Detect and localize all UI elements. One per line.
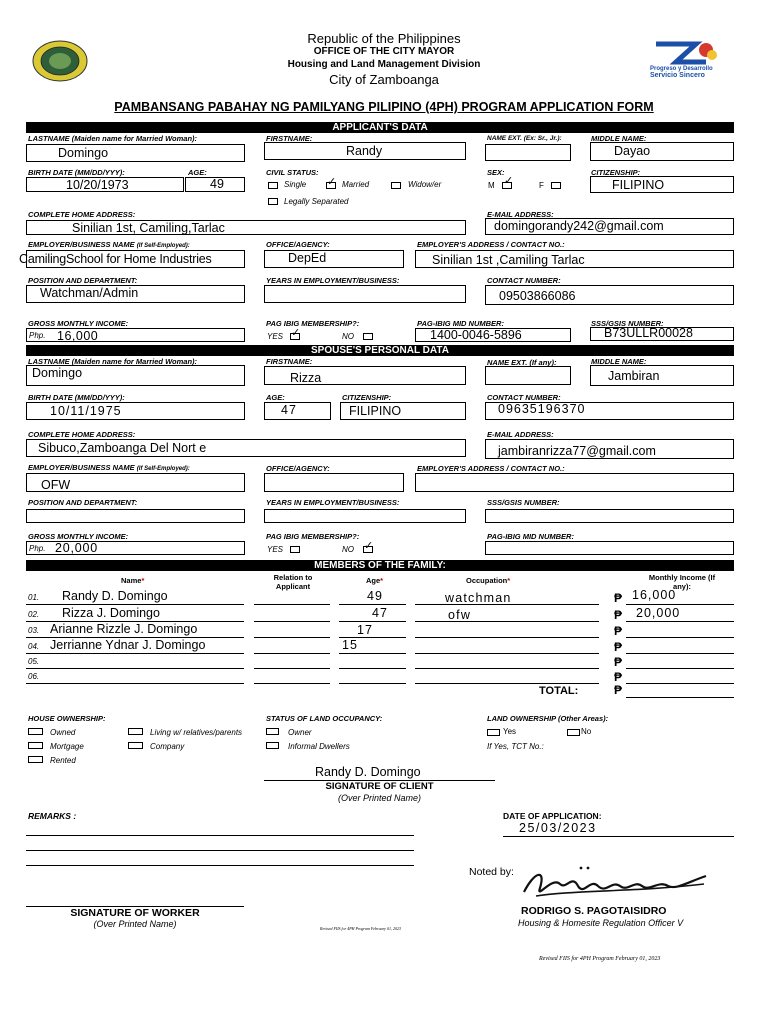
family-member-name: Rizza J. Domingo xyxy=(62,606,160,620)
family-member-income: 16,000 xyxy=(632,588,677,602)
family-age-line[interactable] xyxy=(339,668,406,669)
label-sex: SEX: xyxy=(487,168,505,177)
land-ownership-no-checkbox[interactable] xyxy=(567,729,580,736)
applicant-employer-address-value: Sinilian 1st ,Camiling Tarlac xyxy=(432,253,585,267)
label-years-employment: YEARS IN EMPLOYMENT/BUSINESS: xyxy=(266,276,400,285)
applicant-pagibig-yes-label: YES xyxy=(267,332,284,341)
spouse-address-value: Sibuco,Zamboanga Del Nort e xyxy=(38,441,207,455)
label-citizenship: CITIZENSHIP: xyxy=(591,168,641,177)
label-gross-income: GROSS MONTHLY INCOME: xyxy=(28,319,129,328)
civil-married-label: Married xyxy=(342,180,370,189)
label-spouse-citizenship: CITIZENSHIP: xyxy=(342,393,392,402)
spouse-name-ext-field[interactable] xyxy=(485,366,571,385)
family-occupation-line[interactable] xyxy=(415,604,599,605)
land-ownership-yes-label: Yes xyxy=(503,727,517,736)
spouse-lastname-value: Domingo xyxy=(32,366,83,380)
sex-female-checkbox[interactable] xyxy=(551,182,561,189)
remarks-line-2[interactable] xyxy=(26,850,414,851)
family-member-age: 49 xyxy=(367,589,383,603)
civil-single-label: Single xyxy=(284,180,307,189)
family-member-income: 20,000 xyxy=(636,606,681,620)
house-rented-checkbox[interactable] xyxy=(28,756,43,763)
house-company-checkbox[interactable] xyxy=(128,742,143,749)
family-occupation-line[interactable] xyxy=(415,621,599,622)
section-applicant-bar: APPLICANT'S DATA xyxy=(26,122,734,133)
family-age-line[interactable] xyxy=(339,653,406,654)
applicant-address-value: Sinilian 1st, Camiling,Tarlac xyxy=(72,221,225,235)
label-sss-gsis: SSS/GSIS NUMBER: xyxy=(591,319,664,328)
civil-separated-checkbox[interactable] xyxy=(268,198,278,205)
spouse-income-value: 20,000 xyxy=(55,541,99,555)
civil-single-checkbox[interactable] xyxy=(268,182,278,189)
label-remarks: REMARKS : xyxy=(28,811,77,821)
applicant-pagibig-no-label: NO xyxy=(342,332,354,341)
applicant-sss-value: B73ULLR00028 xyxy=(604,326,693,340)
family-row-number: 03. xyxy=(28,626,40,635)
header-office: OFFICE OF THE CITY MAYOR xyxy=(313,46,455,57)
family-member-age: 15 xyxy=(342,638,358,652)
house-mortgage-checkbox[interactable] xyxy=(28,742,43,749)
civil-widow-checkbox[interactable] xyxy=(391,182,401,189)
spouse-middle-name-value: Jambiran xyxy=(608,369,660,383)
spouse-office-field[interactable] xyxy=(264,473,404,492)
applicant-firstname-value: Randy xyxy=(346,144,383,158)
label-land-ownership: LAND OWNERSHIP (Other Areas): xyxy=(487,714,609,723)
label-lastname: LASTNAME (Maiden name for Married Woman): xyxy=(28,134,198,143)
revised-note-footer: Revised FIIS for 4PH Program February 01, 2023 xyxy=(539,956,661,962)
family-row-number: 06. xyxy=(28,672,40,681)
client-printed-name: Randy D. Domingo xyxy=(315,765,421,779)
label-spouse-office: OFFICE/AGENCY: xyxy=(266,464,330,473)
land-informal-label: Informal Dwellers xyxy=(288,742,350,751)
label-spouse-lastname: LASTNAME (Maiden name for Married Woman): xyxy=(28,357,198,366)
officer-signature-image xyxy=(516,862,716,908)
applicant-pagibig-mid-value: 1400-0046-5896 xyxy=(430,328,522,342)
label-spouse-employer-address: EMPLOYER'S ADDRESS / CONTACT NO.: xyxy=(417,464,565,473)
label-land-occupancy: STATUS OF LAND OCCUPANCY: xyxy=(266,714,383,723)
header-republic: Republic of the Philippines xyxy=(307,31,461,46)
applicant-office-field[interactable] xyxy=(264,250,404,268)
spouse-employer-address-field[interactable] xyxy=(415,473,734,492)
family-income-line[interactable] xyxy=(626,621,734,622)
revised-note-small: Revised FIIS for 4PH Program February 01, 2023 xyxy=(320,926,401,931)
family-member-name: Randy D. Domingo xyxy=(62,589,168,603)
family-member-age: 17 xyxy=(357,623,373,637)
house-owned-label: Owned xyxy=(50,728,76,737)
applicant-office-value: DepEd xyxy=(288,251,327,265)
family-row-number: 02. xyxy=(28,610,40,619)
label-spouse-years: YEARS IN EMPLOYMENT/BUSINESS: xyxy=(266,498,400,507)
officer-name: RODRIGO S. PAGOTAISIDRO xyxy=(521,905,667,917)
label-spouse-email: E-MAIL ADDRESS: xyxy=(487,430,554,439)
spouse-income-php: Php. xyxy=(29,544,46,553)
family-income-line[interactable] xyxy=(626,683,734,684)
label-email: E-MAIL ADDRESS: xyxy=(487,210,554,219)
family-total-line xyxy=(626,697,734,698)
form-title: PAMBANSANG PABAHAY NG PAMILYANG PILIPINO (4PH) PROGRAM APPLICATION FORM xyxy=(114,100,654,114)
land-ownership-yes-checkbox[interactable] xyxy=(487,729,500,736)
logo-text-2: Servicio Sincero xyxy=(650,72,705,79)
label-employer: EMPLOYER/BUSINESS NAME (If Self-Employed): xyxy=(28,240,190,249)
worker-over-printed: (Over Printed Name) xyxy=(93,919,177,929)
family-income-line[interactable] xyxy=(626,653,734,654)
sex-male-check-icon: ✓ xyxy=(504,175,514,187)
label-civil-status: CIVIL STATUS: xyxy=(266,168,319,177)
label-spouse-position: POSITION AND DEPARTMENT: xyxy=(28,498,138,507)
family-occupation-line[interactable] xyxy=(415,683,599,684)
spouse-years-field[interactable] xyxy=(264,509,466,523)
client-signature-label: SIGNATURE OF CLIENT xyxy=(325,781,434,792)
family-name-line[interactable] xyxy=(26,668,244,669)
land-owner-checkbox[interactable] xyxy=(266,728,279,735)
spouse-pagibig-yes-checkbox[interactable] xyxy=(290,546,300,553)
applicant-citizenship-value: FILIPINO xyxy=(612,178,665,192)
sex-female-label: F xyxy=(539,181,544,190)
header-division: Housing and Land Management Division xyxy=(287,59,481,70)
applicant-employer-value: CamilingSchool for Home Industries xyxy=(19,252,212,266)
label-spouse-employer: EMPLOYER/BUSINESS NAME (If Self-Employed): xyxy=(28,463,190,472)
label-spouse-birth-date: BIRTH DATE (MM/DD/YYY): xyxy=(28,393,125,402)
family-member-age: 47 xyxy=(372,606,388,620)
peso-icon: ₱ xyxy=(614,608,623,622)
family-col-name: Name* xyxy=(121,576,145,585)
label-birth-date: BIRTH DATE (MM/DD/YYY): xyxy=(28,168,125,177)
sex-male-label: M xyxy=(488,181,495,190)
applicant-position-value: Watchman/Admin xyxy=(40,286,139,300)
label-spouse-age: AGE: xyxy=(266,393,285,402)
header-city: City of Zamboanga xyxy=(329,72,439,87)
family-relation-line[interactable] xyxy=(254,604,330,605)
peso-icon: ₱ xyxy=(614,670,623,684)
family-relation-line[interactable] xyxy=(254,653,330,654)
remarks-line-1[interactable] xyxy=(26,835,414,836)
family-name-line[interactable] xyxy=(26,653,244,654)
label-position: POSITION AND DEPARTMENT: xyxy=(28,276,138,285)
label-pagibig-mid: PAG-IBIG MID NUMBER: xyxy=(417,319,504,328)
section-spouse-bar: SPOUSE'S PERSONAL DATA xyxy=(26,345,734,356)
date-application-line xyxy=(503,836,734,837)
spouse-citizenship-value: FILIPINO xyxy=(349,404,402,418)
family-row-number: 01. xyxy=(28,593,40,602)
label-complete-address: COMPLETE HOME ADDRESS: xyxy=(28,210,136,219)
spouse-age-field[interactable] xyxy=(264,402,331,420)
remarks-line-3[interactable] xyxy=(26,865,414,866)
spouse-position-field[interactable] xyxy=(26,509,245,523)
applicant-birth-date-value: 10/20/1973 xyxy=(66,178,129,192)
house-relatives-checkbox[interactable] xyxy=(128,728,143,735)
family-member-occupation: watchman xyxy=(445,591,512,605)
spouse-email-value: jambiranrizza77@gmail.com xyxy=(498,444,656,458)
label-spouse-firstname: FIRSTNAME: xyxy=(266,357,313,366)
land-ownership-no-label: No xyxy=(581,727,592,736)
family-row-number: 05. xyxy=(28,657,40,666)
family-col-age: Age* xyxy=(366,576,384,585)
client-over-printed: (Over Printed Name) xyxy=(337,793,422,803)
civil-separated-label: Legally Separated xyxy=(284,197,349,206)
label-name-ext: NAME EXT. (Ex: Sr., Jr.): xyxy=(487,135,562,142)
land-tct-label: If Yes, TCT No.: xyxy=(487,742,544,751)
applicant-years-field[interactable] xyxy=(264,285,466,303)
applicant-lastname-value: Domingo xyxy=(58,146,109,160)
family-age-line[interactable] xyxy=(339,604,406,605)
spouse-pagibig-no-label: NO xyxy=(342,545,354,554)
house-relatives-label: Living w/ relatives/parents xyxy=(150,728,243,737)
family-name-line[interactable] xyxy=(26,683,244,684)
logo-text-1: Progreso y Desarrollo xyxy=(650,66,713,72)
house-owned-checkbox[interactable] xyxy=(28,728,43,735)
spouse-sss-field[interactable] xyxy=(485,509,734,523)
label-age: AGE: xyxy=(188,168,207,177)
label-spouse-income: GROSS MONTHLY INCOME: xyxy=(28,532,129,541)
label-spouse-name-ext: NAME EXT. (If any): xyxy=(487,358,557,367)
label-employer-note: (If Self-Employed): xyxy=(136,243,190,249)
house-mortgage-label: Mortgage xyxy=(50,742,84,751)
label-pagibig-membership: PAG IBIG MEMBERSHIP?: xyxy=(266,319,360,328)
applicant-income-value: 16,000 xyxy=(57,329,99,343)
applicant-contact-value: 09503866086 xyxy=(499,289,576,303)
spouse-birth-date-value: 10/11/1975 xyxy=(50,404,122,418)
spouse-pagibig-mid-field[interactable] xyxy=(485,541,734,555)
spouse-contact-value: 09635196370 xyxy=(498,402,586,416)
applicant-pagibig-no-checkbox[interactable] xyxy=(363,333,373,340)
family-occupation-line[interactable] xyxy=(415,637,599,638)
family-relation-line[interactable] xyxy=(254,621,330,622)
applicant-pagibig-yes-check-icon: ✓ xyxy=(291,327,301,339)
land-informal-checkbox[interactable] xyxy=(266,742,279,749)
spouse-pagibig-yes-label: YES xyxy=(267,545,284,554)
civil-widow-label: Widow/er xyxy=(408,180,442,189)
label-spouse-pagibig: PAG IBIG MEMBERSHIP?: xyxy=(266,532,360,541)
applicant-age-value: 49 xyxy=(210,177,224,191)
family-col-income: Monthly Income (If any): xyxy=(648,573,716,591)
spouse-pagibig-no-check-icon: ✓ xyxy=(364,540,374,552)
label-middle-name: MIDDLE NAME: xyxy=(591,134,647,143)
label-house-ownership: HOUSE OWNERSHIP: xyxy=(28,714,106,723)
spouse-employer-value: OFW xyxy=(41,478,71,492)
civil-married-check-icon: ✓ xyxy=(327,176,337,188)
applicant-email-value: domingorandy242@gmail.com xyxy=(494,219,664,233)
family-member-name: Arianne Rizzle J. Domingo xyxy=(50,622,198,636)
applicant-name-ext-field[interactable] xyxy=(485,144,571,161)
peso-icon: ₱ xyxy=(614,624,623,638)
family-col-relation: Relation to Applicant xyxy=(273,573,313,591)
officer-title: Housing & Homesite Regulation Officer V xyxy=(518,918,684,928)
label-date-application: DATE OF APPLICATION: xyxy=(503,811,602,821)
family-occupation-line[interactable] xyxy=(415,653,599,654)
label-firstname: FIRSTNAME: xyxy=(266,134,313,143)
label-spouse-employer-note: (If Self-Employed): xyxy=(136,466,190,472)
spouse-age-value: 47 xyxy=(281,403,297,417)
applicant-income-php: Php. xyxy=(29,331,46,340)
family-age-line[interactable] xyxy=(339,621,406,622)
family-age-line[interactable] xyxy=(339,683,406,684)
applicant-middle-name-value: Dayao xyxy=(614,144,651,158)
family-income-line[interactable] xyxy=(626,637,734,638)
family-name-line[interactable] xyxy=(26,604,244,605)
date-application-value: 25/03/2023 xyxy=(519,821,597,835)
noted-by-label: Noted by: xyxy=(469,866,514,878)
family-total-label: TOTAL: xyxy=(539,685,579,697)
label-office-agency: OFFICE/AGENCY: xyxy=(266,240,330,249)
spouse-firstname-value: Rizza xyxy=(290,371,322,385)
family-member-occupation: ofw xyxy=(448,608,472,622)
label-spouse-pagibig-mid: PAG-IBIG MID NUMBER: xyxy=(487,532,574,541)
family-row-number: 04. xyxy=(28,642,40,651)
label-employer-address: EMPLOYER'S ADDRESS / CONTACT NO.: xyxy=(417,240,565,249)
house-company-label: Company xyxy=(150,742,185,751)
family-member-name: Jerrianne Ydnar J. Domingo xyxy=(50,638,206,652)
family-relation-line[interactable] xyxy=(254,683,330,684)
family-total-peso-icon: ₱ xyxy=(614,683,623,697)
peso-icon: ₱ xyxy=(614,591,623,605)
worker-signature-label: SIGNATURE OF WORKER xyxy=(70,907,200,919)
label-contact-number: CONTACT NUMBER: xyxy=(487,276,561,285)
family-income-line[interactable] xyxy=(626,668,734,669)
family-income-line[interactable] xyxy=(626,604,734,605)
land-owner-label: Owner xyxy=(288,728,312,737)
family-relation-line[interactable] xyxy=(254,637,330,638)
peso-icon: ₱ xyxy=(614,640,623,654)
label-spouse-address: COMPLETE HOME ADDRESS: xyxy=(28,430,136,439)
peso-icon: ₱ xyxy=(614,655,623,669)
label-spouse-contact: CONTACT NUMBER: xyxy=(487,393,561,402)
label-spouse-middle-name: MIDDLE NAME: xyxy=(591,357,647,366)
applicant-middle-name-field[interactable] xyxy=(590,142,734,161)
family-col-occupation: Occupation* xyxy=(466,576,511,585)
label-spouse-sss: SSS/GSIS NUMBER: xyxy=(487,498,560,507)
family-occupation-line[interactable] xyxy=(415,668,599,669)
section-family-bar: MEMBERS OF THE FAMILY: xyxy=(26,560,734,571)
family-relation-line[interactable] xyxy=(254,668,330,669)
house-rented-label: Rented xyxy=(50,756,76,765)
